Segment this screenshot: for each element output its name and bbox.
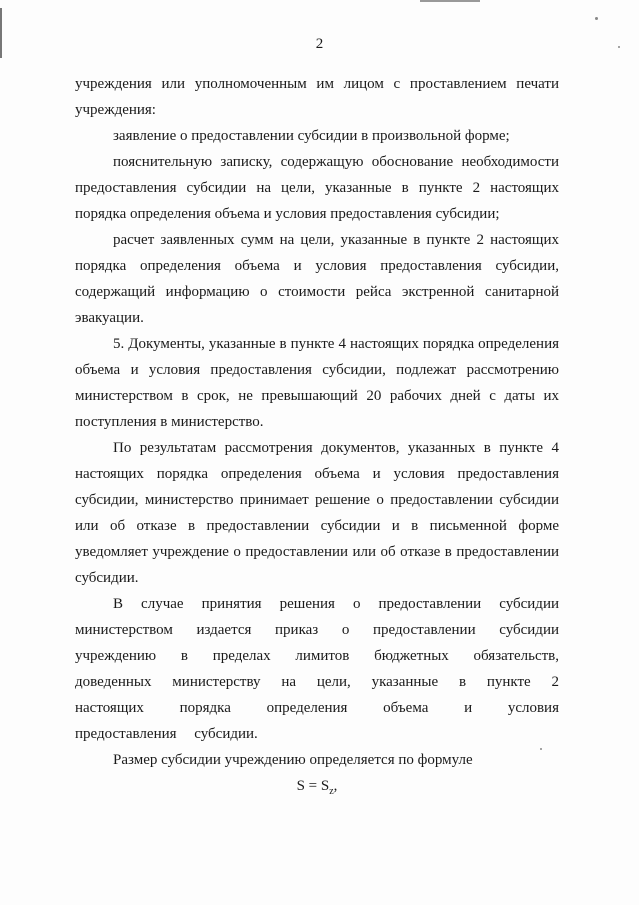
paragraph-list-item-explanatory-note: пояснительную записку, содержащую обоснование необходимости предоставления субсидии на цели, указанные в пункте 2 настоящих порядка определения объема и условия предоставления субсидии; (75, 154, 559, 222)
paragraph-list-item-application: заявление о предоставлении субсидии в произвольной форме; (113, 128, 510, 144)
scan-speck (540, 748, 542, 750)
paragraph-continuation: учреждения или уполномоченным им лицом с проставлением печати учреждения: (75, 76, 559, 118)
paragraph-formula-intro: Размер субсидии учреждению определяется по формуле (113, 752, 473, 768)
paragraph-review-results: По результатам рассмотрения документов, указанных в пункте 4 настоящих порядка определения объема и условия предоставления субсидии, министерство принимает решение о предоставлении субсидии или об отказе в предоставлении субсидии и в письменной форме уведомляет учреждение о предоставлении или об отказе в предоставлении субсидии. (75, 440, 559, 586)
document-body (75, 71, 559, 805)
scan-edge-mark-top (420, 0, 480, 2)
paragraph-order-issuance: В случае принятия решения о предоставлении субсидии министерством издается приказ о предоставлении субсидии учреждению в пределах лимитов бюджетных обязательств, доведенных министерству на цели, указанные в пункте 2 настоящих порядка определения объема и условия предоставления субсидии. (75, 596, 559, 742)
paragraph-list-item-calculation: расчет заявленных сумм на цели, указанные в пункте 2 настоящих порядка определения объема и условия предоставления субсидии, содержащий информацию о стоимости рейса экстренной санитарной эвакуации. (75, 232, 559, 326)
scan-speck (618, 46, 620, 48)
formula-main: S = S (296, 778, 330, 794)
scan-speck (595, 17, 598, 20)
formula-subscript: z (329, 786, 334, 797)
page-number: 2 (315, 36, 324, 52)
formula-trail: , (333, 778, 338, 794)
scan-edge-mark (0, 8, 2, 58)
formula (75, 773, 559, 805)
paragraph-clause-5: 5. Документы, указанные в пункте 4 настоящих порядка определения объема и условия предоставления субсидии, подлежат рассмотрению министерством в срок, не превышающий 20 рабочих дней с даты их поступления в министерство. (75, 336, 559, 430)
